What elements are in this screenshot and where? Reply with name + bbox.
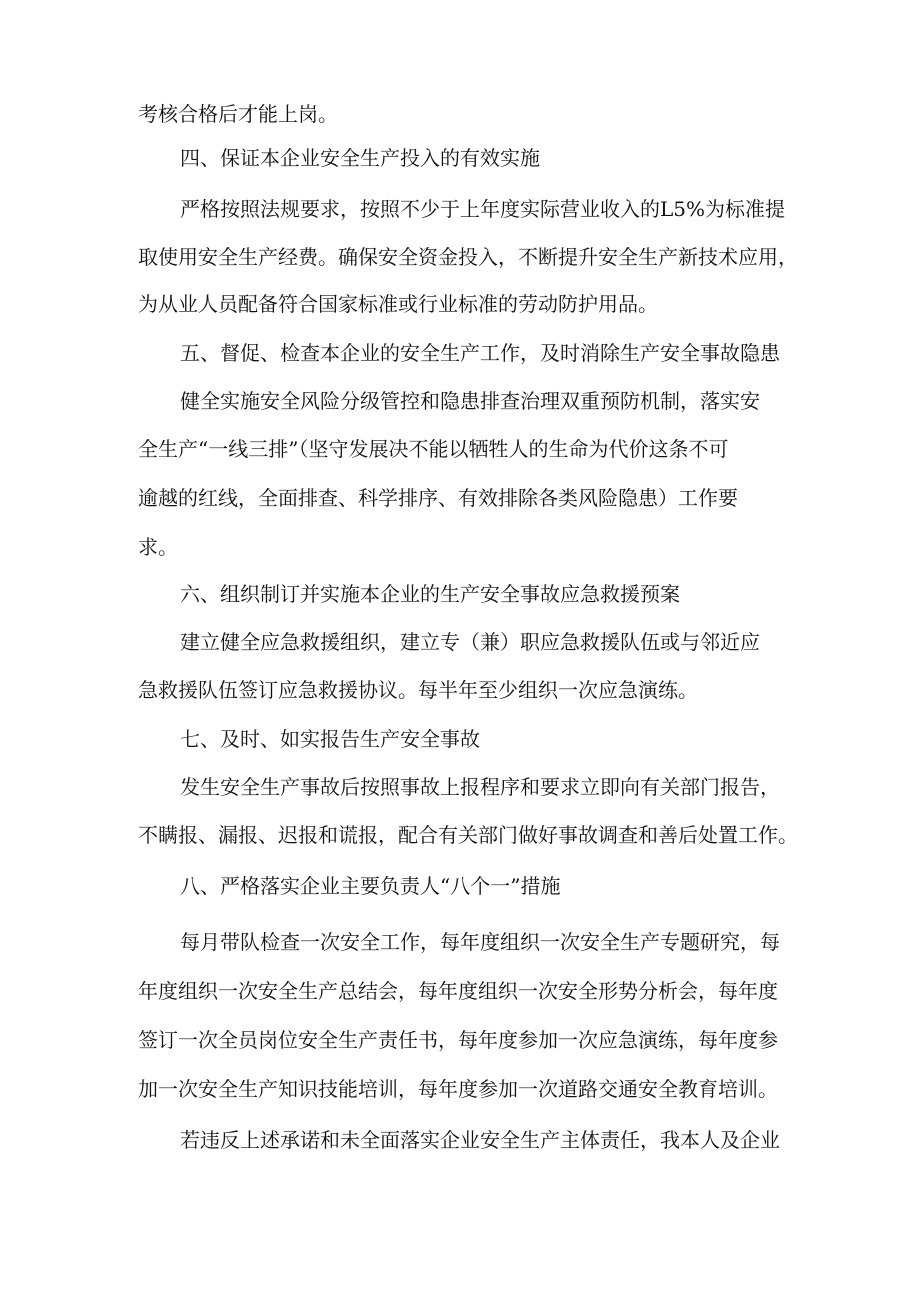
text-line: 加一次安全生产知识技能培训，每年度参加一次道路交通安全教育培训。 [138,1077,778,1101]
section-heading-8: 八、严格落实企业主要负责人“八个一”措施 [180,874,561,898]
text-line: 发生安全生产事故后按照事故上报程序和要求立即向有关部门报告， [180,775,780,799]
text-line: 急救援队伍签订应急救援协议。每半年至少组织一次应急演练。 [138,678,698,702]
text-line: 年度组织一次安全生产总结会，每年度组织一次安全形势分析会，每年度 [138,979,778,1003]
text-line: 考核合格后才能上岗。 [138,102,338,126]
section-heading-5: 五、督促、检查本企业的安全生产工作，及时消除生产安全事故隐患 [180,341,780,365]
text-line: 全生产“一线三排”（坚守发展决不能以牺牲人的生命为代价这条不可 [138,437,729,461]
text-line: 签订一次全员岗位安全生产责任书，每年度参加一次应急演练，每年度参 [138,1028,778,1052]
text-line: 严格按照法规要求，按照不少于上年度实际营业收入的L5%为标准提 [180,197,786,221]
text-line: 若违反上述承诺和未全面落实企业安全生产主体责任，我本人及企业 [180,1128,780,1152]
text-line: 为从业人员配备符合国家标准或行业标准的劳动防护用品。 [138,292,658,316]
text-line: 求。 [138,535,178,559]
text-line: 建立健全应急救援组织，建立专（兼）职应急救援队伍或与邻近应 [180,630,760,654]
text-line: 每月带队检查一次安全工作，每年度组织一次安全生产专题研究，每 [180,930,780,954]
section-heading-4: 四、保证本企业安全生产投入的有效实施 [180,146,540,170]
section-heading-7: 七、及时、如实报告生产安全事故 [180,727,480,751]
section-heading-6: 六、组织制订并实施本企业的生产安全事故应急救援预案 [180,582,680,606]
text-line: 逾越的红线，全面排查、科学排序、有效排除各类风险隐患）工作要 [138,486,738,510]
text-line: 取使用安全生产经费。确保安全资金投入，不断提升安全生产新技术应用， [138,245,798,269]
text-line: 不瞒报、漏报、迟报和谎报，配合有关部门做好事故调查和善后处置工作。 [138,823,798,847]
text-line: 健全实施安全风险分级管控和隐患排查治理双重预防机制，落实安 [180,389,760,413]
